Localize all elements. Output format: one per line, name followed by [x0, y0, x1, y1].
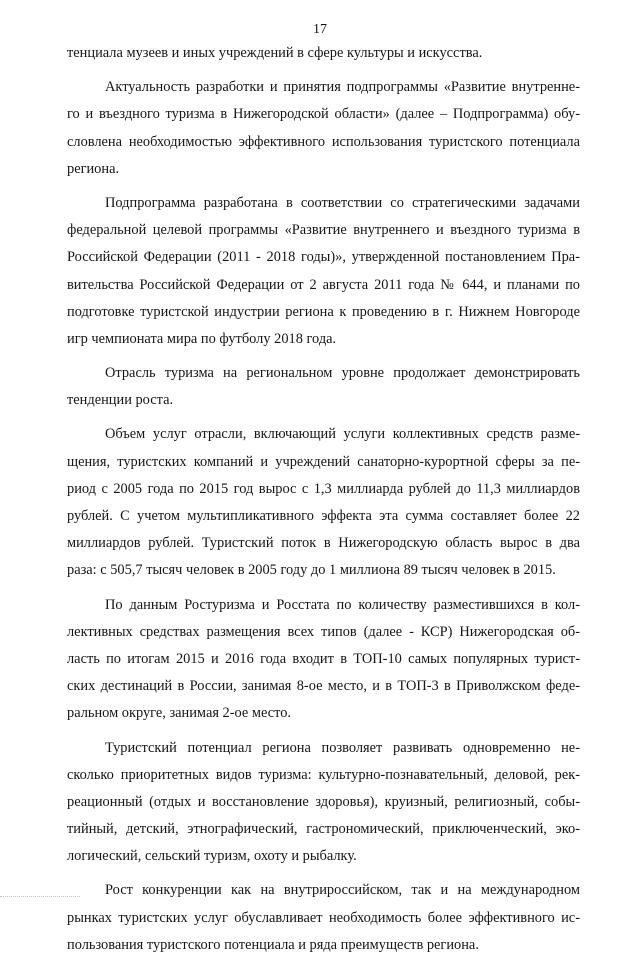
- text-line: логический, сельский туризм, охоту и рыбалку.: [67, 848, 357, 865]
- text-line: Подпрограмма разработана в соответствии со стратегическими задачами: [105, 194, 580, 211]
- text-line: По данным Ростуризма и Росстата по количеству разместившихся в кол-: [105, 596, 580, 613]
- text-line: рублей. С учетом мультипликативного эффекта эта сумма составляет более 22: [67, 508, 580, 524]
- page-number: 17: [313, 22, 327, 37]
- paragraph-competition: [67, 877, 580, 959]
- text-line: реационный (отдых и восстановление здоровья), круизный, религиозный, собы-: [67, 793, 580, 810]
- paragraph-services-volume: [67, 421, 580, 584]
- text-line: тийный, детский, этнографический, гастрономический, приключенческий, эко-: [67, 821, 580, 838]
- document-body: [67, 40, 580, 959]
- text-line: словлена необходимостью эффективного использования туристского потенциала: [67, 133, 580, 150]
- paragraph-continuation: [67, 40, 580, 67]
- text-line: подготовке туристской индустрии региона к проведению в г. Нижнем Новгороде: [67, 303, 580, 320]
- text-line: го и въездного туризма в Нижегородской области» (далее – Подпрограмма) обу-: [67, 106, 580, 123]
- text-line: сколько приоритетных видов туризма: культурно-познавательный, деловой, рек-: [67, 766, 580, 783]
- text-line: Туристский потенциал региона позволяет развивать одновременно не-: [105, 739, 580, 756]
- text-line: лективных средствах размещения всех типов (далее - КСР) Нижегородская об-: [67, 623, 580, 640]
- text-line: тенденции роста.: [67, 392, 174, 409]
- text-line: пользования туристского потенциала и ряда преимуществ региона.: [67, 936, 479, 953]
- text-line: Рост конкуренции как на внутрироссийском, так и на международном: [105, 882, 580, 899]
- text-line: ских дестинаций в России, занимая 8-ое место, и в ТОП-3 в Приволжском феде-: [67, 678, 580, 695]
- text-line: ральном округе, занимая 2-ое место.: [67, 705, 292, 722]
- text-line: Объем услуг отрасли, включающий услуги коллективных средств разме-: [105, 426, 580, 443]
- text-line: ласть по итогам 2015 и 2016 года входит в ТОП-10 самых популярных турист-: [67, 650, 580, 667]
- paragraph-rankings: [67, 592, 580, 728]
- scan-edge-artifact: [0, 896, 80, 901]
- paragraph-growth-trend: [67, 360, 580, 414]
- text-line: вительства Российской Федерации от 2 августа 2011 года № 644, и планами по: [67, 276, 580, 293]
- text-line: риод с 2005 года по 2015 год вырос с 1,3 миллиарда рублей до 11,3 миллиардов: [67, 480, 580, 497]
- text-line: тенциала музеев и иных учреждений в сфере культуры и искусства.: [67, 45, 483, 61]
- text-line: щения, туристских компаний и учреждений санаторно-курортной сферы за пе-: [67, 453, 580, 470]
- text-line: Российской Федерации (2011 - 2018 годы)», утвержденной постановлением Пра-: [67, 249, 580, 266]
- text-line: Актуальность разработки и принятия подпрограммы «Развитие внутренне-: [105, 79, 580, 96]
- text-line: миллиардов рублей. Туристский поток в Нижегородскую область вырос в два: [67, 535, 580, 552]
- text-line: раза: с 505,7 тысяч человек в 2005 году до 1 миллиона 89 тысяч человек в 2015.: [67, 562, 556, 579]
- text-line: Отрасль туризма на региональном уровне продолжает демонстрировать: [105, 365, 580, 382]
- text-line: игр чемпионата мира по футболу 2018 года.: [67, 330, 337, 347]
- text-line: федеральной целевой программы «Развитие внутреннего и въездного туризма в: [67, 222, 580, 239]
- text-line: рынках туристских услуг обуславливает необходимость более эффективного ис-: [67, 909, 580, 926]
- text-line: региона.: [67, 160, 120, 177]
- paragraph-development-basis: [67, 190, 580, 353]
- paragraph-relevance: [67, 74, 580, 183]
- paragraph-tourism-types: [67, 735, 580, 871]
